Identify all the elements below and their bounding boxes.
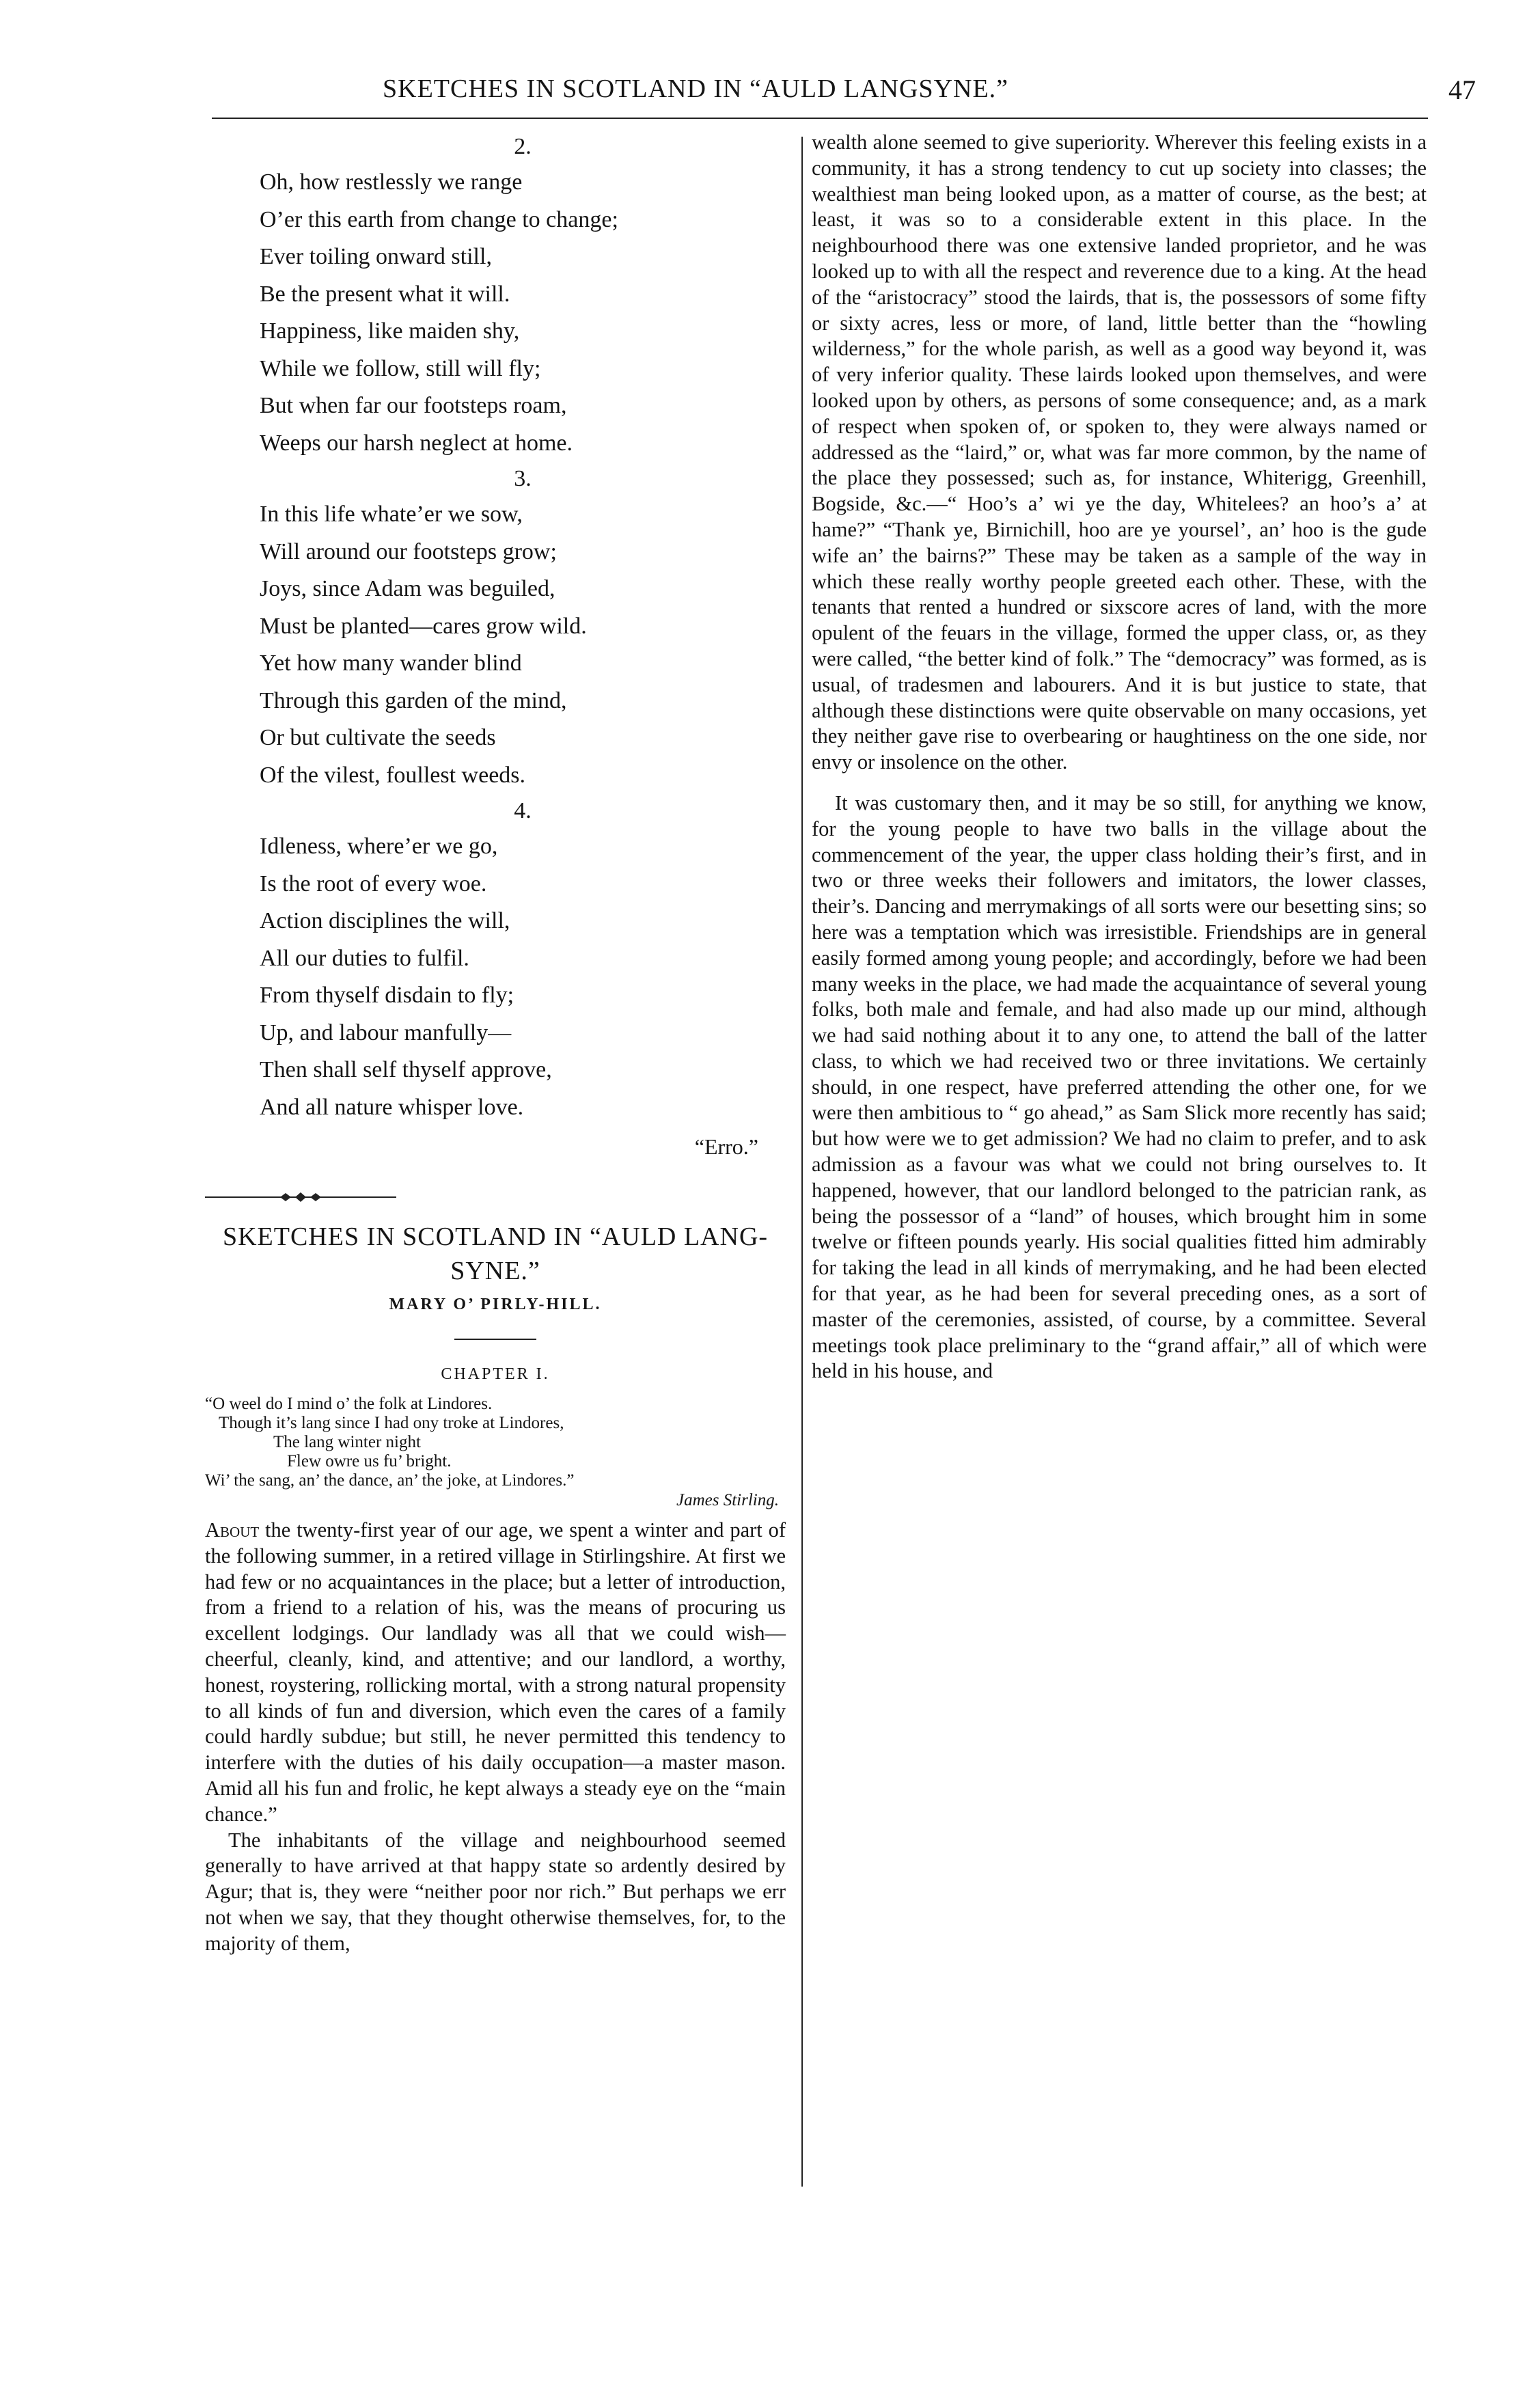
body-paragraph <box>205 1518 786 1828</box>
verse-line: Weeps our harsh neglect at home. <box>260 430 573 456</box>
verse-line: Or but cultivate the seeds <box>260 725 496 750</box>
epigraph-line: Wi’ the sang, an’ the dance, an’ the joke, at Lindores.” <box>205 1471 575 1490</box>
ornament-divider <box>205 1190 396 1204</box>
body-paragraph: wealth alone seemed to give superiority. Wherever this feeling exists in a community, it has a strong tendency to cut up society into classes; the wealthiest man being looked upon, as a matter of course, as the best; at least, it was so to a considerable extent in this place. In the neighbourhood there was one extensive landed proprietor, and he was looked up to with all the respect and reverence due to a king. At the head of the “aristocracy” stood the lairds, that is, the possessors of some fifty or sixty acres, less or more, of land, little better than the “howling wilderness,” for the whole parish, as well as a good way beyond it, was of very inferior quality. These lairds looked upon themselves, and were looked upon by others, as persons of some consequence; and, as a mark of respect when spoken of, or spoken to, they were always named or addressed as the “laird,” or, what was far more common, by the name of the place they possessed; such as, for instance, Whiterigg, Greenhill, Bogside, &c.—“ Hoo’s a’ wi ye the day, Whitelees? an hoo’s a’ at hame?” “Thank ye, Birnichill, hoo are ye yoursel’, an’ hoo is the gude wife an’ the bairns?” These may be taken as a sample of the way in which these really worthy people greeted each other. These, with the tenants that rented a hundred or sixscore acres of land, with the more opulent of the feuars in the village, formed the upper class, or, as they were called, “the better kind of folk.” The “democracy” was formed, as is usual, of tradesmen and labourers. And it is but justice to state, that although these distinctions were quite observable on many occasions, yet they neither gave rise to overbearing or haughtiness on the one side, nor envy or insolence on the other. <box>812 131 1427 774</box>
verse-line: And all nature whisper love. <box>260 1094 524 1120</box>
verse-line: In this life whate’er we sow, <box>260 502 523 527</box>
stanza-number: 4. <box>514 798 532 823</box>
column-divider <box>801 137 803 2187</box>
epigraph-line: The lang winter night <box>273 1433 421 1451</box>
stanza-number: 3. <box>514 466 532 491</box>
stanza-number: 2. <box>514 134 532 159</box>
article-title-line: SYNE.” <box>450 1257 540 1285</box>
verse-line: But when far our footsteps roam, <box>260 393 567 418</box>
left-column <box>205 130 786 1957</box>
article-byline: MARY O’ PIRLY-HILL. <box>389 1296 602 1313</box>
lead-word: About <box>205 1518 260 1542</box>
article-title <box>205 1220 786 1288</box>
verse-line: Joys, since Adam was beguiled, <box>260 576 555 601</box>
running-title: SKETCHES IN SCOTLAND IN “AULD LANGSYNE.” <box>383 74 1009 103</box>
body-paragraph: The inhabitants of the village and neighbourhood seemed generally to have arrived at that happy state so ardently desired by Agur; that is, they were “neither poor nor rich.” But perhaps we err not when we say, that they thought otherwise themselves, for, to the majority of them, <box>205 1828 786 1955</box>
poem-signature: “Erro.” <box>694 1134 758 1159</box>
poem <box>205 130 786 1167</box>
verse-line: Is the root of every woe. <box>260 871 487 896</box>
page-number: 47 <box>1448 74 1476 105</box>
page-header <box>178 74 1476 115</box>
paragraph-text: the twenty-first year of our age, we spent a winter and part of the following summer, in a retired village in Stirlingshire. At first we had few or no acquaintances in the place; but a letter of introduction, from a friend to a relation of his, was the means of procuring us excellent lodgings. Our landlady was all that we could wish—cheerful, cleanly, kind, and attentive; and our landlord, a worthy, honest, roystering, rollicking mortal, with a strong natural propensity to all kinds of fun and diversion, which even the cares of a family could hardly subdue; but still, he never permitted this tendency to interfere with the duties of his daily occupation—a master mason. Amid all his fun and frolic, he kept always a steady eye on the “main chance.” <box>205 1518 786 1826</box>
verse-line: Idleness, where’er we go, <box>260 834 498 859</box>
short-rule <box>454 1339 536 1340</box>
verse-line: Oh, how restlessly we range <box>260 169 523 195</box>
verse-line: While we follow, still will fly; <box>260 355 541 381</box>
verse-line: Of the vilest, foullest weeds. <box>260 762 526 788</box>
right-column <box>812 130 1427 1384</box>
verse-line: Action disciplines the will, <box>260 908 510 933</box>
verse-line: Then shall self thyself approve, <box>260 1057 552 1082</box>
epigraph-line: Flew owre us fu’ bright. <box>287 1452 452 1470</box>
verse-line: Be the present what it will. <box>260 281 510 307</box>
header-rule <box>212 118 1428 119</box>
verse-line: Happiness, like maiden shy, <box>260 318 520 344</box>
epigraph-attribution: James Stirling. <box>676 1491 779 1509</box>
verse-line: Must be planted—cares grow wild. <box>260 613 587 639</box>
epigraph <box>205 1395 786 1511</box>
epigraph-line: Though it’s lang since I had ony troke at Lindores, <box>219 1414 564 1432</box>
chapter-heading: CHAPTER I. <box>441 1365 550 1383</box>
verse-line: Up, and labour manfully— <box>260 1019 512 1045</box>
verse-line: Yet how many wander blind <box>260 651 522 676</box>
verse-line: O’er this earth from change to change; <box>260 206 618 232</box>
verse-line: All our duties to fulfil. <box>260 945 469 971</box>
verse-line: Ever toiling onward still, <box>260 244 492 269</box>
verse-line: Will around our footsteps grow; <box>260 538 557 564</box>
article-title-line: SKETCHES IN SCOTLAND IN “AULD LANG- <box>222 1222 769 1251</box>
epigraph-line: “O weel do I mind o’ the folk at Lindores. <box>205 1395 493 1413</box>
verse-line: From thyself disdain to fly; <box>260 983 514 1008</box>
body-paragraph: It was customary then, and it may be so still, for anything we know, for the young people to have two balls in the village about the commencement of the year, the upper class holding their’s first, and in two or three weeks their followers and imitators, the lower classes, their’s. Dancing and merrymakings of all sorts were our besetting sins; so here was a temptation which was irresistible. Friendships are in general easily formed among young people; and accordingly, before we had been many weeks in the place, we had made the acquaintance of several young folks, both male and female, and had also made up our mind, although we had said nothing about it to any one, to attend the ball of the latter class, to which we had received two or three invitations. We certainly should, in one respect, have preferred attending the other one, for we were then ambitious to “ go ahead,” as Sam Slick more recently has said; but how were we to get admission? We had no claim to prefer, and to ask admission as a favour was what we could not bring ourselves to. It happened, however, that our landlord belonged to the patrician rank, as being the possessor of a “land” of houses, which brought him in some twelve or fifteen pounds yearly. His social qualities fitted him admirably for taking the lead in all kinds of merrymaking, and he had been elected for that year, as he had been for several preceding ones, as a sort of master of the ceremonies, assisted, of course, by a committee. Several meetings took place preliminary to the “grand affair,” all of which were held in his house, and <box>812 791 1427 1383</box>
verse-line: Through this garden of the mind, <box>260 687 567 713</box>
